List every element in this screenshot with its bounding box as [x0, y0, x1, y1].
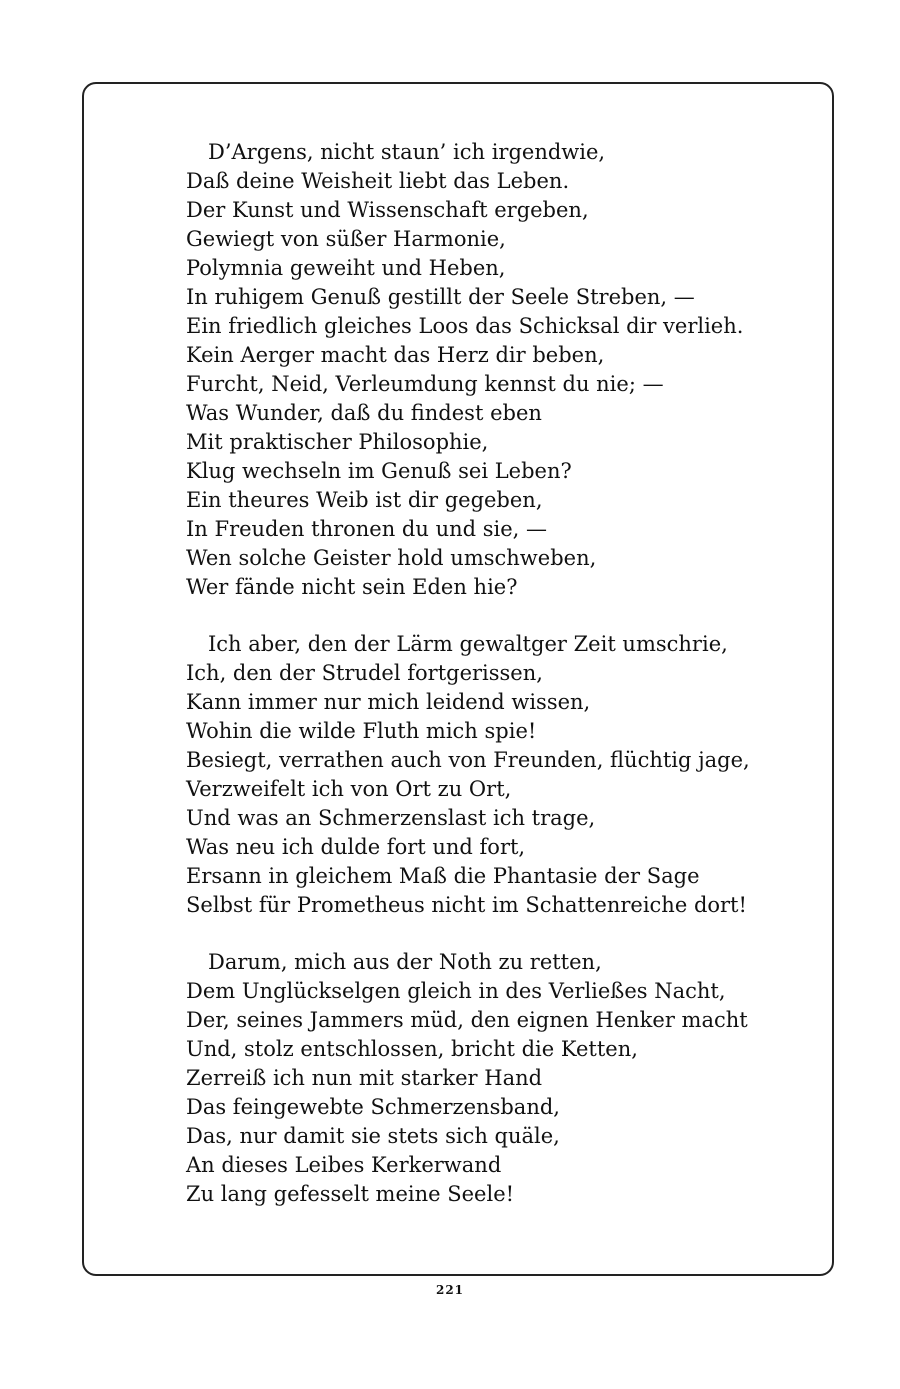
- poem-line: Verzweifelt ich von Ort zu Ort,: [186, 777, 512, 801]
- poem-line: Darum, mich aus der Noth zu retten,: [208, 950, 602, 974]
- poem-line: Daß deine Weisheit liebt das Leben.: [186, 169, 570, 193]
- poem-line: Wen solche Geister hold umschweben,: [186, 546, 597, 570]
- page-number: 221: [435, 1283, 465, 1297]
- poem-line: Selbst für Prometheus nicht im Schattenreiche dort!: [186, 893, 747, 917]
- poem-line: Und was an Schmerzenslast ich trage,: [186, 806, 596, 830]
- poem-line: Ein friedlich gleiches Loos das Schicksal dir verlieh.: [186, 314, 744, 338]
- poem-line: Der Kunst und Wissenschaft ergeben,: [186, 198, 589, 222]
- poem-line: Das feingewebte Schmerzensband,: [186, 1095, 560, 1119]
- poem-line: Ein theures Weib ist dir gegeben,: [186, 488, 543, 512]
- stanza-1: [186, 138, 746, 602]
- poem-line: Ich aber, den der Lärm gewaltger Zeit umschrie,: [208, 632, 728, 656]
- poem-line: In Freuden thronen du und sie, —: [186, 517, 548, 541]
- poem-line: Kein Aerger macht das Herz dir beben,: [186, 343, 605, 367]
- poem-line: Furcht, Neid, Verleumdung kennst du nie; —: [186, 372, 664, 396]
- poem-body: [186, 138, 750, 1237]
- poem-line: Wohin die wilde Fluth mich spie!: [186, 719, 537, 743]
- poem-line: Und, stolz entschlossen, bricht die Ketten,: [186, 1037, 638, 1061]
- poem-line: Ich, den der Strudel fortgerissen,: [186, 661, 543, 685]
- poem-line: Der, seines Jammers müd, den eignen Henker macht: [186, 1008, 748, 1032]
- poem-line: Das, nur damit sie stets sich quäle,: [186, 1124, 560, 1148]
- poem-line: Gewiegt von süßer Harmonie,: [186, 227, 506, 251]
- poem-line: In ruhigem Genuß gestillt der Seele Streben, —: [186, 285, 695, 309]
- poem-line: Mit praktischer Philosophie,: [186, 430, 489, 454]
- poem-line: Wer fände nicht sein Eden hie?: [186, 575, 518, 599]
- poem-line: Besiegt, verrathen auch von Freunden, flüchtig jage,: [186, 748, 750, 772]
- poem-line: Ersann in gleichem Maß die Phantasie der Sage: [186, 864, 700, 888]
- poem-line: An dieses Leibes Kerkerwand: [186, 1153, 502, 1177]
- stanza-2: [186, 630, 750, 920]
- poem-line: Dem Unglückselgen gleich in des Verließes Nacht,: [186, 979, 726, 1003]
- poem-line: Zerreiß ich nun mit starker Hand: [186, 1066, 543, 1090]
- stanza-3: [186, 948, 746, 1209]
- poem-line: Klug wechseln im Genuß sei Leben?: [186, 459, 572, 483]
- poem-line: Zu lang gefesselt meine Seele!: [186, 1182, 515, 1206]
- poem-line: Was Wunder, daß du findest eben: [186, 401, 542, 425]
- poem-line: D’Argens, nicht staun’ ich irgendwie,: [208, 140, 606, 164]
- poem-line: Kann immer nur mich leidend wissen,: [186, 690, 591, 714]
- poem-line: Polymnia geweiht und Heben,: [186, 256, 506, 280]
- poem-line: Was neu ich dulde fort und fort,: [186, 835, 526, 859]
